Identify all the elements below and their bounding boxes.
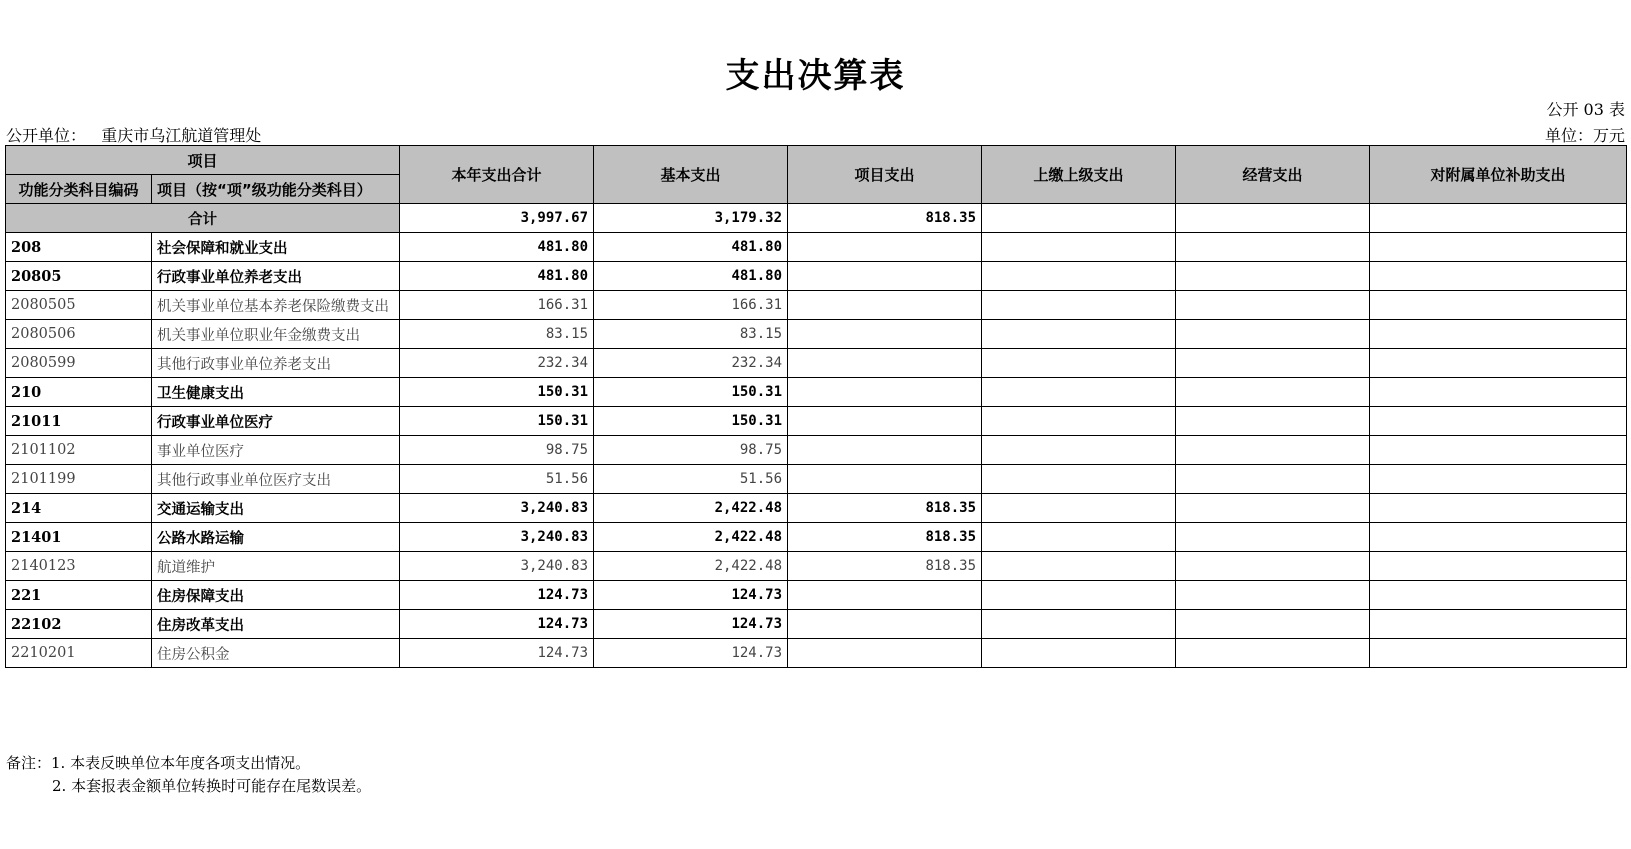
row-subsidy-cell [1370, 233, 1627, 262]
row-upper-cell [982, 291, 1176, 320]
table-row [6, 552, 1627, 581]
table-row [6, 378, 1627, 407]
row-basic-cell: 481.80 [594, 233, 788, 262]
code-cell: 208 [6, 233, 152, 262]
name-cell: 其他行政事业单位养老支出 [152, 349, 400, 378]
header-business: 经营支出 [1176, 146, 1370, 204]
row-total-cell: 481.80 [400, 262, 594, 291]
name-cell: 社会保障和就业支出 [152, 233, 400, 262]
row-subsidy-cell [1370, 552, 1627, 581]
page-title: 支出决算表 [725, 56, 906, 96]
row-business-cell [1176, 436, 1370, 465]
row-upper-cell [982, 262, 1176, 291]
row-project-cell: 818.35 [788, 523, 982, 552]
row-upper-cell [982, 407, 1176, 436]
row-basic-cell: 124.73 [594, 639, 788, 668]
row-basic-cell: 51.56 [594, 465, 788, 494]
name-cell: 住房公积金 [152, 639, 400, 668]
row-project-cell [788, 639, 982, 668]
row-business-cell [1176, 378, 1370, 407]
row-business-cell [1176, 639, 1370, 668]
code-cell: 214 [6, 494, 152, 523]
total-upper-cell [982, 204, 1176, 233]
row-subsidy-cell [1370, 523, 1627, 552]
row-subsidy-cell [1370, 262, 1627, 291]
row-basic-cell: 166.31 [594, 291, 788, 320]
row-total-cell: 51.56 [400, 465, 594, 494]
note-1: 备注：1. 本表反映单位本年度各项支出情况。 [6, 754, 311, 772]
row-subsidy-cell [1370, 494, 1627, 523]
notes [6, 752, 371, 798]
table-row [6, 436, 1627, 465]
row-business-cell [1176, 320, 1370, 349]
header-project-expenditure: 项目支出 [788, 146, 982, 204]
row-subsidy-cell [1370, 639, 1627, 668]
row-business-cell [1176, 494, 1370, 523]
header-upper: 上缴上级支出 [982, 146, 1176, 204]
row-subsidy-cell [1370, 465, 1627, 494]
row-upper-cell [982, 523, 1176, 552]
row-total-cell: 481.80 [400, 233, 594, 262]
row-upper-cell [982, 465, 1176, 494]
name-cell: 机关事业单位职业年金缴费支出 [152, 320, 400, 349]
code-cell: 2101102 [6, 436, 152, 465]
name-cell: 卫生健康支出 [152, 378, 400, 407]
table-row [6, 610, 1627, 639]
name-cell: 住房改革支出 [152, 610, 400, 639]
row-total-cell: 150.31 [400, 407, 594, 436]
name-cell: 其他行政事业单位医疗支出 [152, 465, 400, 494]
header-basic: 基本支出 [594, 146, 788, 204]
code-cell: 2210201 [6, 639, 152, 668]
row-basic-cell: 150.31 [594, 378, 788, 407]
row-subsidy-cell [1370, 320, 1627, 349]
row-basic-cell: 2,422.48 [594, 552, 788, 581]
row-project-cell [788, 320, 982, 349]
table-row [6, 465, 1627, 494]
row-project-cell [788, 233, 982, 262]
total-subsidy-cell [1370, 204, 1627, 233]
row-business-cell [1176, 233, 1370, 262]
code-cell: 2101199 [6, 465, 152, 494]
row-project-cell [788, 581, 982, 610]
row-project-cell [788, 378, 982, 407]
row-business-cell [1176, 581, 1370, 610]
row-upper-cell [982, 436, 1176, 465]
row-total-cell: 124.73 [400, 610, 594, 639]
row-subsidy-cell [1370, 349, 1627, 378]
expenditure-table [5, 145, 1627, 668]
table-row [6, 233, 1627, 262]
row-project-cell: 818.35 [788, 494, 982, 523]
row-total-cell: 166.31 [400, 291, 594, 320]
table-row [6, 639, 1627, 668]
header-subsidy: 对附属单位补助支出 [1370, 146, 1627, 204]
row-total-cell: 3,240.83 [400, 494, 594, 523]
row-project-cell [788, 407, 982, 436]
row-basic-cell: 98.75 [594, 436, 788, 465]
code-cell: 21011 [6, 407, 152, 436]
row-total-cell: 124.73 [400, 581, 594, 610]
row-subsidy-cell [1370, 407, 1627, 436]
row-basic-cell: 124.73 [594, 581, 788, 610]
row-basic-cell: 150.31 [594, 407, 788, 436]
row-total-cell: 232.34 [400, 349, 594, 378]
table-row [6, 494, 1627, 523]
code-cell: 21401 [6, 523, 152, 552]
reporting-unit-name: 重庆市乌江航道管理处 [101, 126, 262, 145]
row-upper-cell [982, 639, 1176, 668]
code-cell: 22102 [6, 610, 152, 639]
row-subsidy-cell [1370, 378, 1627, 407]
name-cell: 公路水路运输 [152, 523, 400, 552]
name-cell: 航道维护 [152, 552, 400, 581]
header-total: 本年支出合计 [400, 146, 594, 204]
code-cell: 2080506 [6, 320, 152, 349]
row-basic-cell: 481.80 [594, 262, 788, 291]
table-row [6, 523, 1627, 552]
name-cell: 机关事业单位基本养老保险缴费支出 [152, 291, 400, 320]
total-project-cell: 818.35 [788, 204, 982, 233]
row-business-cell [1176, 552, 1370, 581]
row-upper-cell [982, 552, 1176, 581]
row-business-cell [1176, 407, 1370, 436]
row-basic-cell: 2,422.48 [594, 494, 788, 523]
table-row [6, 581, 1627, 610]
reporting-unit-label: 公开单位： [6, 126, 87, 145]
row-project-cell [788, 349, 982, 378]
row-upper-cell [982, 494, 1176, 523]
table-row [6, 407, 1627, 436]
row-subsidy-cell [1370, 291, 1627, 320]
row-project-cell [788, 436, 982, 465]
row-subsidy-cell [1370, 610, 1627, 639]
row-upper-cell [982, 610, 1176, 639]
row-business-cell [1176, 465, 1370, 494]
table-body [6, 204, 1627, 668]
total-row [6, 204, 1627, 233]
total-label: 合计 [6, 204, 400, 233]
row-project-cell [788, 291, 982, 320]
row-business-cell [1176, 523, 1370, 552]
code-cell: 2080505 [6, 291, 152, 320]
note-2: 2. 本套报表金额单位转换时可能存在尾数误差。 [52, 777, 372, 795]
row-project-cell [788, 465, 982, 494]
header-code: 功能分类科目编码 [6, 175, 152, 204]
form-number: 公开 03 表 [1546, 100, 1625, 119]
row-subsidy-cell [1370, 436, 1627, 465]
name-cell: 住房保障支出 [152, 581, 400, 610]
currency-unit: 单位：万元 [1544, 126, 1625, 145]
row-total-cell: 3,240.83 [400, 552, 594, 581]
code-cell: 210 [6, 378, 152, 407]
name-cell: 行政事业单位医疗 [152, 407, 400, 436]
row-basic-cell: 83.15 [594, 320, 788, 349]
row-upper-cell [982, 581, 1176, 610]
table-row [6, 349, 1627, 378]
code-cell: 20805 [6, 262, 152, 291]
row-subsidy-cell [1370, 581, 1627, 610]
reporting-unit [6, 123, 261, 146]
header-project: 项目 [6, 146, 400, 175]
table-row [6, 320, 1627, 349]
total-business-cell [1176, 204, 1370, 233]
code-cell: 2080599 [6, 349, 152, 378]
row-total-cell: 124.73 [400, 639, 594, 668]
row-upper-cell [982, 233, 1176, 262]
row-total-cell: 83.15 [400, 320, 594, 349]
name-cell: 行政事业单位养老支出 [152, 262, 400, 291]
total-cell: 3,997.67 [400, 204, 594, 233]
row-basic-cell: 232.34 [594, 349, 788, 378]
name-cell: 事业单位医疗 [152, 436, 400, 465]
row-project-cell [788, 262, 982, 291]
row-total-cell: 150.31 [400, 378, 594, 407]
row-business-cell [1176, 291, 1370, 320]
row-project-cell: 818.35 [788, 552, 982, 581]
row-total-cell: 98.75 [400, 436, 594, 465]
header-name: 项目（按“项”级功能分类科目） [152, 175, 400, 204]
row-basic-cell: 124.73 [594, 610, 788, 639]
row-basic-cell: 2,422.48 [594, 523, 788, 552]
table-row [6, 262, 1627, 291]
row-total-cell: 3,240.83 [400, 523, 594, 552]
table-row [6, 291, 1627, 320]
row-project-cell [788, 610, 982, 639]
row-business-cell [1176, 262, 1370, 291]
row-upper-cell [982, 378, 1176, 407]
code-cell: 2140123 [6, 552, 152, 581]
code-cell: 221 [6, 581, 152, 610]
row-business-cell [1176, 349, 1370, 378]
row-business-cell [1176, 610, 1370, 639]
name-cell: 交通运输支出 [152, 494, 400, 523]
row-upper-cell [982, 320, 1176, 349]
total-basic-cell: 3,179.32 [594, 204, 788, 233]
row-upper-cell [982, 349, 1176, 378]
